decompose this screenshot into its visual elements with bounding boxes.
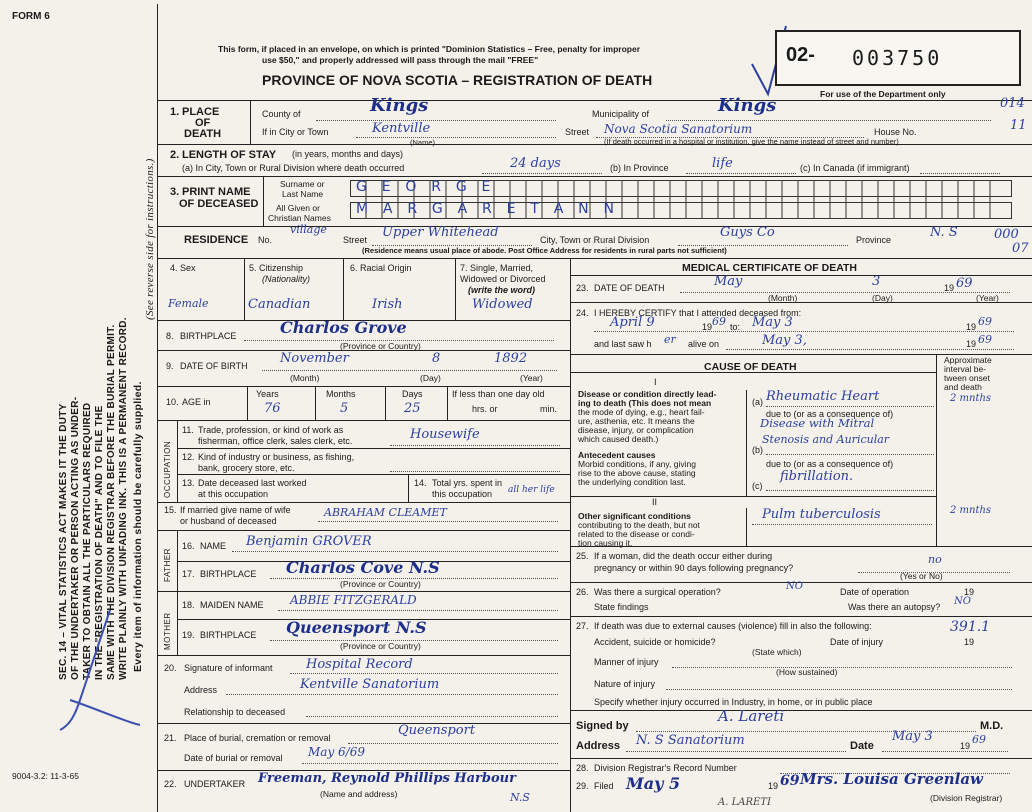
spouse-value[interactable]: ABRAHAM CLEAMET — [324, 506, 447, 519]
o14-line-2: this occupation — [432, 489, 493, 499]
notice-line-1: This form, if placed in an envelope, on which is printed "Dominion Statistics – Free, penalty for improper — [218, 44, 641, 54]
stay-b-label: (b) In Province — [610, 163, 669, 173]
sidebar-line-4: IN THE "REGISTRATION OF DEATH" AND TO FILE THE — [94, 405, 105, 680]
reg-number: 003750 — [852, 46, 943, 70]
direct-line-6: which caused death.) — [578, 434, 659, 444]
stay-b-value[interactable]: life — [712, 156, 733, 171]
direct-line-2: ing to death (This does not mean — [578, 398, 712, 408]
undertaker-hint: (Name and address) — [320, 789, 398, 799]
alive-date[interactable]: May 3, — [762, 333, 807, 348]
antecedent-line-4: the underlying condition last. — [578, 477, 686, 487]
father-side-label: FATHER — [163, 548, 172, 582]
father-bp-value[interactable]: Charlos Cove N.S — [286, 558, 440, 577]
given-label-1: All Given or — [276, 203, 320, 213]
o12-line-2: bank, grocery store, etc. — [198, 463, 295, 473]
age-years[interactable]: 76 — [264, 401, 281, 416]
yes-no-hint: (Yes or No) — [900, 571, 943, 581]
father-name-label: NAME — [200, 541, 227, 551]
stay-a-label: (a) In City, Town or Rural Division where death occurred — [182, 163, 405, 173]
nationality-hint: (Nationality) — [262, 274, 311, 284]
manner-label: Manner of injury — [594, 657, 659, 667]
surname-label-1: Surname or — [280, 179, 325, 189]
filed-prefix: 19 — [768, 781, 779, 791]
surgery-value[interactable]: NO — [786, 581, 803, 592]
dept-code-3: 000 — [994, 227, 1019, 242]
o12-line-1: Kind of industry or business, as fishing, — [198, 452, 355, 462]
place-label-2: OF — [195, 117, 211, 129]
dob-year[interactable]: 1892 — [494, 351, 528, 366]
antecedent-line-2: Morbid conditions, if any, giving — [578, 459, 696, 469]
informant-addr-label: Address — [184, 685, 218, 695]
undertaker-value[interactable]: Freeman, Reynold Phillips Harbour — [258, 771, 516, 786]
occupation-side-label: OCCUPATION — [163, 440, 172, 498]
dod-num: 23. — [576, 283, 589, 293]
residence-city-label: City, Town or Rural Division — [540, 235, 650, 245]
cause-c-value[interactable]: fibrillation. — [780, 469, 854, 484]
dod-day-hint: (Day) — [872, 293, 893, 303]
surname-value[interactable]: G E O R G E — [356, 179, 496, 195]
sidebar-line-1: SEC. 14 – VITAL STATISTICS ACT MAKES IT THE DUTY — [58, 403, 69, 680]
md-label: M.D. — [980, 720, 1004, 732]
dod-label: DATE OF DEATH — [594, 283, 665, 293]
burial-date-label: Date of burial or removal — [184, 753, 283, 763]
min-label: min. — [540, 404, 558, 414]
dob-day-hint: (Day) — [420, 373, 441, 383]
cert-from-prefix: 19 — [702, 322, 713, 332]
dob-month[interactable]: November — [280, 351, 349, 366]
roman-2: II — [652, 497, 658, 507]
injury-prefix: 19 — [964, 637, 975, 647]
city-label: If in City or Town — [262, 127, 329, 137]
stay-label: LENGTH OF STAY — [182, 149, 277, 161]
due-to-2: due to (or as a consequence of) — [766, 459, 894, 469]
dod-year[interactable]: 69 — [956, 276, 973, 291]
dept-code-4: 07 — [1012, 241, 1029, 256]
dob-label: DATE OF BIRTH — [180, 361, 248, 371]
street-value[interactable]: Nova Scotia Sanatorium — [604, 122, 753, 136]
residence-label: RESIDENCE — [184, 234, 249, 246]
spouse-line-1: If married give name of wife — [180, 505, 291, 515]
how-sustained-hint: (How sustained) — [776, 667, 838, 677]
name-num: 3. — [170, 186, 180, 198]
pregnancy-value[interactable]: no — [928, 553, 942, 566]
other-line-4: tion causing it. — [578, 538, 633, 548]
mother-bp-num: 19. — [182, 630, 195, 640]
cause-b-label: (b) — [752, 445, 763, 455]
form-number: FORM 6 — [12, 11, 50, 22]
dob-month-hint: (Month) — [290, 373, 320, 383]
op-date-label: Date of operation — [840, 587, 910, 597]
dod-month[interactable]: May — [714, 274, 743, 289]
burial-place-value[interactable]: Queensport — [398, 723, 476, 738]
footer-code: 9004-3.2: 11-3-65 — [12, 771, 79, 781]
dod-day[interactable]: 3 — [872, 274, 881, 289]
mother-side-label: MOTHER — [163, 612, 172, 650]
county-label: County of — [262, 109, 301, 119]
signer-date-label: Date — [850, 740, 874, 752]
house-label: House No. — [874, 127, 917, 137]
stay-c-label: (c) In Canada (if immigrant) — [800, 163, 910, 173]
sidebar-line-7: Every item of information should be carefully supplied. — [132, 381, 144, 672]
months-label: Months — [326, 389, 356, 399]
reg-prefix: 02- — [786, 44, 815, 66]
autopsy-value[interactable]: NO — [954, 596, 971, 607]
sidebar-line-2: OF THE UNDERTAKER OR PERSON ACTING AS UNDER- — [70, 396, 81, 680]
dept-use-label: For use of the Department only — [820, 89, 946, 99]
cause-b-value[interactable]: Stenosis and Auricular — [762, 433, 890, 446]
mother-bp-hint: (Province or Country) — [340, 641, 421, 651]
direct-line-1: Disease or condition directly lead- — [578, 389, 717, 399]
residence-city-value[interactable]: Guys Co — [720, 225, 775, 240]
spouse-num: 15. — [164, 505, 177, 515]
o11-num: 11. — [182, 425, 194, 435]
informant-rel-label: Relationship to deceased — [184, 707, 286, 717]
other-line-1: Other significant conditions — [578, 511, 691, 521]
spouse-line-2: or husband of deceased — [180, 516, 277, 526]
signed-by-value[interactable]: A. Lareti — [718, 707, 785, 725]
direct-line-5: disease, injury, or complication — [578, 425, 694, 435]
roman-1: I — [654, 377, 657, 387]
last-saw-her[interactable]: er — [664, 333, 676, 346]
hrs-label: hrs. or — [472, 404, 498, 414]
surgery-num: 26. — [576, 587, 589, 597]
city-name-hint: (Name) — [410, 138, 436, 147]
sex-value[interactable]: Female — [168, 297, 209, 310]
cause-a-interval[interactable]: 2 mnths — [950, 393, 992, 404]
racial-value[interactable]: Irish — [372, 297, 403, 312]
direct-line-3: the mode of dying, e.g., heart fail- — [578, 407, 705, 417]
cause-c-label: (c) — [752, 481, 763, 491]
citizenship-label: 5. Citizenship — [249, 263, 304, 273]
municipality-label: Municipality of — [592, 109, 650, 119]
o11-line-2: fisherman, office clerk, sales clerk, etc. — [198, 436, 353, 446]
sex-label: 4. Sex — [170, 263, 196, 273]
mother-bp-value[interactable]: Queensport N.S — [286, 618, 427, 637]
pregnancy-line-2: pregnancy or within 90 days following pregnancy? — [594, 563, 794, 573]
citizenship-value[interactable]: Canadian — [248, 297, 311, 312]
cert-to-label: to: — [730, 322, 741, 332]
residence-province-label: Province — [856, 235, 892, 245]
o12-num: 12. — [182, 452, 195, 462]
medical-header: MEDICAL CERTIFICATE OF DEATH — [682, 262, 857, 274]
pregnancy-line-1: If a woman, did the death occur either during — [594, 551, 773, 561]
burial-num: 21. — [164, 733, 177, 743]
autopsy-label: Was there an autopsy? — [848, 602, 941, 612]
dept-code-1: 014 — [1000, 96, 1025, 111]
interval-line-2: interval be- — [944, 364, 987, 374]
less-day-label: If less than one day old — [452, 389, 545, 399]
due-to-1: due to (or as a consequence of) — [766, 409, 894, 419]
external-label: If death was due to external causes (violence) fill in also the following: — [594, 621, 872, 631]
name-label-2: OF DECEASED — [179, 198, 259, 210]
age-num: 10. — [166, 397, 179, 407]
state-findings-label: State findings — [594, 602, 649, 612]
years-label: Years — [256, 389, 279, 399]
interval-line-4: and death — [944, 382, 982, 392]
dob-num: 9. — [166, 361, 174, 371]
sidebar-line-6: WRITE PLAINLY WITH UNFADING INK. THIS IS A PERMANENT RECORD. — [118, 317, 129, 680]
filed-value[interactable]: May 5 — [626, 774, 681, 793]
record-label: Division Registrar's Record Number — [594, 763, 737, 773]
direct-line-4: ure, asthenia, etc. It means the — [578, 416, 695, 426]
cause-a2-value[interactable]: Disease with Mitral — [760, 416, 875, 430]
cause-a-value[interactable]: Rheumatic Heart — [766, 389, 880, 404]
sidebar-line-5: SAME WITH THE DIVISION REGISTRAR BEFORE THE BURIAL PERMIT. — [106, 324, 117, 680]
informant-sig-label: Signature of informant — [184, 663, 273, 673]
other-interval[interactable]: 2 mnths — [950, 505, 992, 516]
nature-label: Nature of injury — [594, 679, 656, 689]
cert-to-date[interactable]: May 3 — [752, 315, 793, 330]
o11-line-1: Trade, profession, or kind of work as — [198, 425, 344, 435]
cert-to-year[interactable]: 69 — [978, 315, 992, 328]
marital-label-2: Widowed or Divorced — [460, 274, 546, 284]
father-bp-hint: (Province or Country) — [340, 579, 421, 589]
cause-a-label: (a) — [752, 397, 763, 407]
municipality-value[interactable]: Kings — [718, 95, 777, 116]
alive-year[interactable]: 69 — [978, 333, 992, 346]
antecedent-line-1: Antecedent causes — [578, 450, 656, 460]
marital-value[interactable]: Widowed — [472, 297, 533, 312]
interval-line-3: tween onset — [944, 373, 990, 383]
o13-line-2: at this occupation — [198, 489, 269, 499]
signer-date-year[interactable]: 69 — [972, 733, 986, 746]
father-name-value[interactable]: Benjamin GROVER — [246, 534, 372, 549]
other-value[interactable]: Pulm tuberculosis — [762, 507, 881, 522]
residence-street-value[interactable]: Upper Whitehead — [382, 225, 499, 240]
filed-num: 29. — [576, 781, 589, 791]
o14-num: 14. — [414, 478, 427, 488]
birthplace-value[interactable]: Charlos Grove — [280, 318, 407, 337]
surname-label-2: Last Name — [282, 189, 324, 199]
external-code[interactable]: 391.1 — [950, 619, 991, 635]
father-bp-num: 17. — [182, 569, 195, 579]
alive-prefix: 19 — [966, 339, 977, 349]
name-label-1: PRINT NAME — [182, 186, 251, 198]
dod-year-prefix: 19 — [944, 283, 955, 293]
father-name-num: 16. — [182, 541, 195, 551]
signer-date-prefix: 19 — [960, 741, 971, 751]
mother-maiden-label: MAIDEN NAME — [200, 600, 264, 610]
residence-street-label: Street — [343, 235, 368, 245]
cert-label: I HEREBY CERTIFY that I attended deceased from: — [594, 308, 802, 318]
informant-addr-value[interactable]: Kentville Sanatorium — [300, 677, 440, 692]
o14-value[interactable]: all her life — [508, 485, 555, 495]
marital-label-1: 7. Single, Married, — [460, 263, 534, 273]
footer-signature: A. LARETI — [718, 797, 771, 808]
father-bp-label: BIRTHPLACE — [200, 569, 257, 579]
city-value[interactable]: Kentville — [372, 121, 431, 136]
given-label-2: Christian Names — [268, 213, 331, 223]
last-saw-label: and last saw h — [594, 339, 652, 349]
residence-no-value[interactable]: village — [290, 223, 327, 236]
age-days[interactable]: 25 — [404, 401, 421, 416]
sidebar-line-3: TAKER TO OBTAIN ALL THE PARTICULARS REQUIRED — [82, 402, 93, 680]
op-prefix: 19 — [964, 587, 975, 597]
stay-num: 2. — [170, 149, 180, 161]
cert-from-year[interactable]: 69 — [712, 315, 726, 328]
o13-line-1: Date deceased last worked — [198, 478, 307, 488]
age-label: AGE in — [182, 397, 211, 407]
place-num: 1. — [170, 106, 180, 118]
cause-header: CAUSE OF DEATH — [704, 361, 797, 373]
filed-label: Filed — [594, 781, 614, 791]
sidebar-line-8: (See reverse side for instructions.) — [144, 158, 156, 320]
cert-from-date[interactable]: April 9 — [610, 315, 655, 330]
hospital-note: (If death occurred in a hospital or institution, give the name instead of street and number) — [604, 137, 899, 146]
informant-num: 20. — [164, 663, 177, 673]
burial-place-label: Place of burial, cremation or removal — [184, 733, 331, 743]
interval-line-1: Approximate — [944, 355, 992, 365]
margin-scribble — [40, 600, 150, 740]
injury-date-label: Date of injury — [830, 637, 884, 647]
undertaker-label: UNDERTAKER — [184, 779, 246, 789]
o11-value[interactable]: Housewife — [410, 427, 480, 442]
residence-province-value[interactable]: N. S — [930, 225, 958, 240]
street-label: Street — [565, 127, 590, 137]
racial-label: 6. Racial Origin — [350, 263, 412, 273]
mother-maiden-num: 18. — [182, 600, 195, 610]
undertaker-num: 22. — [164, 779, 177, 789]
place-label-3: DEATH — [184, 128, 222, 140]
record-num: 28. — [576, 763, 589, 773]
mother-bp-label: BIRTHPLACE — [200, 630, 257, 640]
signer-address-label: Address — [576, 740, 621, 752]
signer-address-value[interactable]: N. S Sanatorium — [636, 733, 745, 748]
undertaker-extra: N.S — [510, 791, 530, 804]
marital-label-3: (write the word) — [468, 285, 535, 295]
burial-date-value[interactable]: May 6/69 — [308, 745, 365, 759]
other-line-2: contributing to the death, but not — [578, 520, 700, 530]
accident-label: Accident, suicide or homicide? — [594, 637, 716, 647]
registrar-hint: (Division Registrar) — [930, 793, 1003, 803]
specify-label: Specify whether injury occurred in Industry, in home, or in public place — [594, 697, 873, 707]
state-which-hint: (State which) — [752, 647, 802, 657]
cert-to-prefix: 19 — [966, 322, 977, 332]
county-value[interactable]: Kings — [370, 95, 429, 116]
registrar-name[interactable]: Mrs. Louisa Greenlaw — [800, 770, 983, 788]
birthplace-label: BIRTHPLACE — [180, 331, 237, 341]
informant-sig-value[interactable]: Hospital Record — [306, 657, 413, 672]
mother-maiden-value[interactable]: ABBIE FITZGERALD — [290, 593, 417, 607]
form-title: PROVINCE OF NOVA SCOTIA – REGISTRATION OF DEATH — [262, 72, 653, 88]
other-line-3: related to the disease or condi- — [578, 529, 695, 539]
signer-date-value[interactable]: May 3 — [892, 729, 933, 744]
dod-year-hint: (Year) — [976, 293, 999, 303]
surgery-label: Was there a surgical operation? — [594, 587, 721, 597]
external-num: 27. — [576, 621, 589, 631]
dob-year-hint: (Year) — [520, 373, 543, 383]
residence-note: (Residence means usual place of abode. Post Office Address for residents in rural parts not sufficient) — [362, 246, 727, 255]
notice-line-2: use $50," and properly addressed will pass through the mail "FREE" — [262, 55, 539, 65]
signed-by-label: Signed by — [576, 720, 629, 732]
days-label: Days — [402, 389, 423, 399]
alive-label: alive on — [688, 339, 720, 349]
birthplace-hint: (Province or Country) — [340, 341, 421, 351]
o13-num: 13. — [182, 478, 195, 488]
dob-day[interactable]: 8 — [432, 351, 441, 366]
pregnancy-num: 25. — [576, 551, 589, 561]
stay-hint: (in years, months and days) — [292, 149, 404, 159]
o14-line-1: Total yrs. spent in — [432, 478, 503, 488]
age-months[interactable]: 5 — [340, 401, 349, 416]
dept-code-2: 11 — [1010, 118, 1027, 133]
given-names-value[interactable]: M A R G A R E T A N N — [356, 201, 620, 217]
antecedent-line-3: rise to the above cause, stating — [578, 468, 696, 478]
place-label-1: PLACE — [182, 106, 220, 118]
residence-no-label: No. — [258, 235, 273, 245]
filed-year[interactable]: 69 — [780, 773, 800, 789]
stay-a-value[interactable]: 24 days — [510, 156, 561, 171]
birthplace-num: 8. — [166, 331, 174, 341]
cert-num: 24. — [576, 308, 589, 318]
dod-month-hint: (Month) — [768, 293, 798, 303]
